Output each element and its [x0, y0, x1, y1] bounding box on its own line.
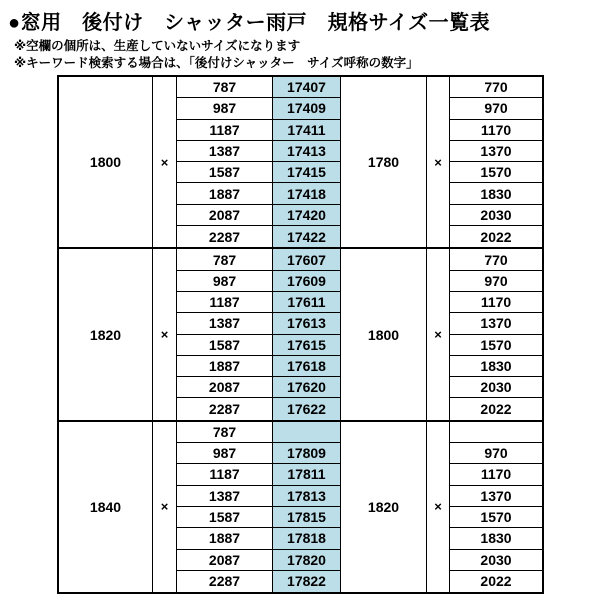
height-left-cell: 1840 [59, 422, 153, 592]
width-right-cell: 1570 [450, 507, 542, 528]
width-cell: 1887 [177, 528, 273, 549]
width-cell: 2287 [177, 398, 273, 419]
width-right-cell: 1170 [450, 292, 542, 313]
width-right-cell: 770 [450, 249, 542, 270]
code-cell: 17607 [273, 249, 341, 270]
width-cell: 987 [177, 443, 273, 464]
multiply-sign: × [153, 77, 177, 247]
code-cell: 17609 [273, 271, 341, 292]
multiply-sign: × [153, 249, 177, 419]
note-blank-cells: ※空欄の個所は、生産していないサイズになります [14, 39, 301, 53]
multiply-sign: × [427, 422, 450, 592]
width-cell: 1387 [177, 141, 273, 162]
width-right-cell: 1830 [450, 183, 542, 204]
width-cell: 987 [177, 98, 273, 119]
width-right-cell: 1830 [450, 356, 542, 377]
width-cell: 1187 [177, 120, 273, 141]
width-right-cell: 1370 [450, 313, 542, 334]
code-cell: 17407 [273, 77, 341, 98]
width-right-cell: 970 [450, 443, 542, 464]
width-cell: 1887 [177, 356, 273, 377]
code-cell: 17413 [273, 141, 341, 162]
multiply-sign: × [427, 77, 450, 247]
width-right-cell: 1170 [450, 120, 542, 141]
code-cell: 17613 [273, 313, 341, 334]
width-right-cell: 970 [450, 271, 542, 292]
height-right-cell: 1820 [341, 422, 427, 592]
width-cell: 2087 [177, 377, 273, 398]
width-right-cell [450, 422, 542, 443]
code-cell: 17815 [273, 507, 341, 528]
width-cell: 1587 [177, 507, 273, 528]
width-cell: 1887 [177, 183, 273, 204]
width-right-cell: 2022 [480, 401, 512, 418]
code-cell: 17411 [273, 120, 341, 141]
code-cell: 17611 [273, 292, 341, 313]
size-group-2 [59, 249, 542, 421]
code-cell: 17620 [273, 377, 341, 398]
width-right-cell: 2022 [480, 228, 512, 245]
note-keyword-search: ※キーワード検索する場合は、「後付けシャッター サイズ呼称の数字」 [14, 55, 419, 70]
height-left-cell: 1820 [59, 249, 153, 419]
code-cell: 17809 [273, 443, 341, 464]
code-cell: 17811 [273, 464, 341, 485]
width-right-cell: 2022 [480, 573, 512, 590]
height-right-cell: 1800 [341, 249, 427, 419]
code-cell: 17420 [273, 205, 341, 226]
size-group-3 [59, 422, 542, 592]
width-right-cell: 1570 [450, 162, 542, 183]
width-right-cell: 1570 [450, 335, 542, 356]
width-cell: 1587 [177, 335, 273, 356]
width-right-cell: 2030 [450, 205, 542, 226]
code-cell: 17622 [273, 398, 341, 419]
width-cell: 2087 [177, 550, 273, 571]
width-cell: 2287 [177, 571, 273, 592]
notes [0, 38, 600, 71]
width-cell: 1387 [177, 486, 273, 507]
width-cell: 787 [177, 249, 273, 270]
height-left-cell: 1800 [59, 77, 153, 247]
height-right-cell: 1780 [341, 77, 427, 247]
width-cell: 1187 [177, 292, 273, 313]
width-right-cell: 2030 [450, 377, 542, 398]
size-group-1 [59, 77, 542, 249]
code-cell: 17820 [273, 550, 341, 571]
code-cell: 17813 [273, 486, 341, 507]
width-cell: 787 [177, 422, 273, 443]
page-title: ●窓用 後付け シャッター雨戸 規格サイズ一覧表 [8, 12, 491, 34]
width-cell: 987 [177, 271, 273, 292]
code-cell: 17422 [273, 226, 341, 247]
width-right-cell: 1830 [450, 528, 542, 549]
multiply-sign: × [153, 422, 177, 592]
size-table [57, 75, 544, 594]
code-cell: 17615 [273, 335, 341, 356]
width-right-cell: 2030 [450, 550, 542, 571]
width-cell: 2287 [177, 226, 273, 247]
code-cell: 17822 [273, 571, 341, 592]
width-cell: 1587 [177, 162, 273, 183]
multiply-sign: × [427, 249, 450, 419]
width-right-cell: 1370 [450, 141, 542, 162]
width-right-cell: 1370 [450, 486, 542, 507]
width-cell: 1187 [177, 464, 273, 485]
width-cell: 2087 [177, 205, 273, 226]
code-cell: 17818 [273, 528, 341, 549]
width-right-cell: 770 [450, 77, 542, 98]
width-right-cell: 1170 [450, 464, 542, 485]
code-cell: 17618 [273, 356, 341, 377]
code-cell: 17418 [273, 183, 341, 204]
code-cell: 17415 [273, 162, 341, 183]
width-cell: 1387 [177, 313, 273, 334]
width-right-cell: 970 [450, 98, 542, 119]
code-cell: 17409 [273, 98, 341, 119]
code-cell [273, 422, 341, 443]
width-cell: 787 [177, 77, 273, 98]
